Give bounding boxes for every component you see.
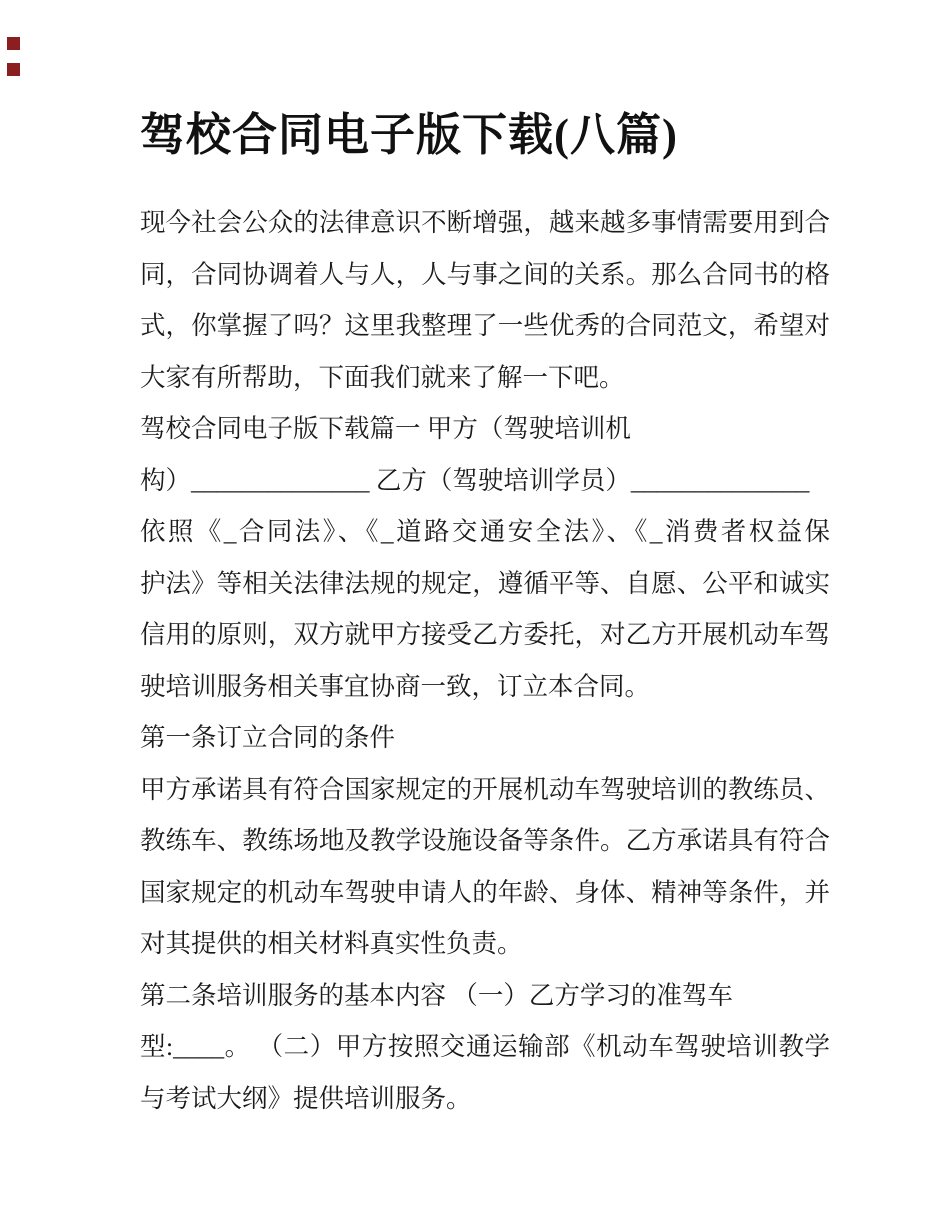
red-square-marker-icon <box>7 37 20 50</box>
text-line: 第二条培训服务的基本内容 （一）乙方学习的准驾车 <box>140 980 733 1010</box>
document-title: 驾校合同电子版下载(八篇) <box>140 110 678 160</box>
text-line: 与考试大纲》提供培训服务。 <box>140 1083 472 1113</box>
document-body <box>140 197 830 1124</box>
text-line: 依照《_合同法》、《_道路交通安全法》、《_消费者权益保 <box>140 517 830 546</box>
text-line: 信用的原则，双方就甲方接受乙方委托，对乙方开展机动车驾 <box>140 620 830 649</box>
text-line: 现今社会公众的法律意识不断增强，越来越多事情需要用到合 <box>140 208 830 237</box>
text-line: 甲方承诺具有符合国家规定的开展机动车驾驶培训的教练员、 <box>140 774 830 804</box>
text-line: 驾校合同电子版下载篇一 甲方（驾驶培训机 <box>140 414 631 443</box>
red-square-marker-icon <box>7 63 20 76</box>
text-line: 国家规定的机动车驾驶申请人的年龄、身体、精神等条件，并 <box>140 877 830 907</box>
text-line: 型:____。 （二）甲方按照交通运输部《机动车驾驶培训教学 <box>140 1032 830 1061</box>
text-line: 第一条订立合同的条件 <box>140 723 396 752</box>
text-line: 构）______________ 乙方（驾驶培训学员）______________ <box>140 465 810 495</box>
text-line: 教练车、教练场地及教学设施设备等条件。乙方承诺具有符合 <box>140 826 830 855</box>
text-line: 驶培训服务相关事宜协商一致，订立本合同。 <box>140 671 651 701</box>
text-line: 式，你掌握了吗？这里我整理了一些优秀的合同范文，希望对 <box>140 311 830 340</box>
text-line: 对其提供的相关材料真实性负责。 <box>140 929 523 958</box>
text-line: 大家有所帮助，下面我们就来了解一下吧。 <box>140 362 625 392</box>
text-line: 护法》等相关法律法规的规定，遵循平等、自愿、公平和诚实 <box>140 568 830 598</box>
text-line: 同，合同协调着人与人，人与事之间的关系。那么合同书的格 <box>140 259 830 289</box>
